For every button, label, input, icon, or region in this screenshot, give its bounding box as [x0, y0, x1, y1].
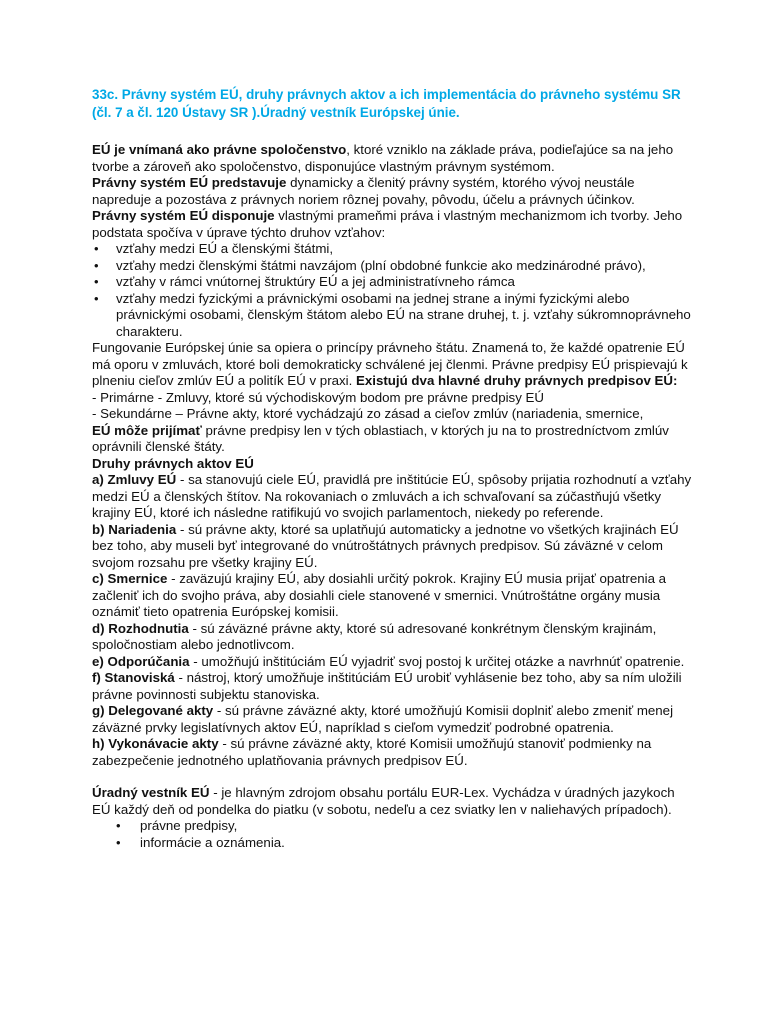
functioning-bold: Existujú dva hlavné druhy právnych predpisov EÚ: — [356, 373, 678, 388]
type-text: - sú právne záväzné akty, ktoré Komisii umožňujú stanoviť podmienky na zabezpečenie jednotného uplatňovania právnych predpisov EÚ. — [92, 736, 652, 768]
intro-2-lead: Právny systém EÚ predstavuje — [92, 175, 287, 190]
type-text: - sú záväzné právne akty, ktoré sú adresované konkrétnym členským krajinám, spoločnostiam alebo jednotlivcom. — [92, 620, 657, 652]
type-label: h) Vykonávacie akty — [92, 736, 219, 751]
journal-text: - je hlavným zdrojom obsahu portálu EUR-Lex. Vychádza v úradných jazykoch EÚ každý deň od pondelka do piatku (v sobotu, nedeľu a cez sviatky len v naliehavých prípadoch). — [92, 785, 675, 817]
intro-1-lead: EÚ je vnímaná ako právne spoločenstvo — [92, 142, 347, 157]
list-item: • vzťahy medzi fyzickými a právnickými osobami na jednej strane a inými fyzickými alebo právnickými osobami, členským štátom alebo EÚ na strane druhej, t. j. vzťahy súkromnoprávneho charakteru. — [92, 291, 692, 341]
intro-1-text: , ktoré vzniklo na základe práva, podieľajúce sa na jeho tvorbe a zároveň ako spoločenstvo, disponujúce vlastným právnym systémom. — [92, 142, 674, 174]
type-label: a) Zmluvy EÚ — [92, 472, 177, 487]
type-label: b) Nariadenia — [92, 521, 177, 537]
type-text: - nástroj, ktorý umožňuje inštitúciám EÚ urobiť vyhlásenie bez toho, aby sa ním uložili právne povinnosti subjektu stanoviska. — [92, 670, 682, 702]
type-text: - sa stanovujú ciele EÚ, pravidlá pre inštitúcie EÚ, spôsoby prijatia rozhodnutí a vzťahy medzi EÚ a členských štítov. Na rokovaniach o zmluvách a ich schvaľovaní sa zúčastňujú všetky krajiny EÚ, ktoré ich následne ratifikujú vo svojich parlamentoch, niekedy po referende. — [92, 472, 692, 520]
document-page — [92, 86, 692, 851]
functioning-paragraph — [92, 340, 692, 390]
type-item-h — [92, 736, 692, 769]
type-label: g) Delegované akty — [92, 703, 214, 718]
type-text: - sú právne akty, ktoré sa uplatňujú automaticky a jednotne vo všetkých krajinách EÚ bez toho, aby museli byť integrované do vnútroštátnych právnych predpisov. Sú záväzné v celom svojom rozsahu pre všetky krajiny EÚ. — [92, 521, 679, 570]
type-label: d) Rozhodnutia — [92, 620, 189, 636]
type-item-c — [92, 571, 692, 621]
document-body — [92, 142, 692, 851]
intro-paragraph-3 — [92, 208, 692, 241]
journal-paragraph — [92, 785, 692, 818]
list-item: • vzťahy medzi EÚ a členskými štátmi, — [92, 241, 692, 258]
list-item: • právne predpisy, — [92, 818, 692, 835]
type-item-b — [92, 522, 692, 572]
intro-3-lead: Právny systém EÚ disponuje — [92, 208, 275, 223]
type-item-a — [92, 472, 692, 522]
type-item-g — [92, 703, 692, 736]
type-label: c) Smernice — [92, 571, 168, 586]
primary-law-line: - Primárne - Zmluvy, ktoré sú východiskovým bodom pre právne predpisy EÚ — [92, 389, 545, 405]
type-label: f) Stanoviská — [92, 670, 175, 685]
page-title: 33c. Právny systém EÚ, druhy právnych aktov a ich implementácia do právneho systému SR (čl. 7 a čl. 120 Ústavy SR ).Úradný vestník Európskej únie. — [92, 87, 681, 120]
type-text: - sú právne záväzné akty, ktoré umožňujú Komisii doplniť alebo zmeniť menej záväzné prvky legislatívnych aktov EÚ, napríklad s cieľom vymedziť podrobné opatrenia. — [92, 703, 674, 735]
list-item: • vzťahy v rámci vnútornej štruktúry EÚ a jej administratívneho rámca — [92, 274, 692, 291]
intro-2-text: dynamicky a členitý právny systém, ktorého vývoj neustále napreduje a pozostáva z právnych noriem rôznej povahy, pôvodu, účelu a právnych účinkov. — [92, 175, 635, 207]
type-item-e — [92, 654, 692, 671]
intro-paragraph-1 — [92, 142, 692, 175]
types-heading: Druhy právnych aktov EÚ — [92, 455, 254, 471]
competence-lead: EÚ môže prijímať — [92, 422, 202, 438]
list-item: • vzťahy medzi členskými štátmi navzájom (plní obdobné funkcie ako medzinárodné právo), — [92, 258, 692, 275]
functioning-text: Fungovanie Európskej únie sa opiera o princípy právneho štátu. Znamená to, že každé opatrenie EÚ má oporu v zmluvách, ktoré boli demokraticky schválené jej členmi. Právne predpisy EÚ prispievajú k plneniu cieľov zmlúv EÚ a politík EÚ v praxi. — [92, 340, 688, 388]
paragraph-spacer — [92, 769, 692, 785]
intro-paragraph-2 — [92, 175, 692, 208]
journal-list — [92, 818, 692, 851]
type-text: - umožňujú inštitúciám EÚ vyjadriť svoj postoj k určitej otázke a navrhnúť opatrenie. — [189, 653, 685, 669]
competence-paragraph — [92, 423, 692, 456]
journal-lead: Úradný vestník EÚ — [92, 785, 210, 800]
type-label: e) Odporúčania — [92, 653, 190, 669]
list-item: • informácie a oznámenia. — [92, 835, 692, 852]
competence-text: právne predpisy len v tých oblastiach, v ktorých ju na to prostredníctvom zmlúv oprávnili členské štáty. — [92, 422, 669, 454]
secondary-law-line: - Sekundárne – Právne akty, ktoré vychádzajú zo zásad a cieľov zmlúv (nariadenia, smernice, — [92, 406, 644, 421]
type-item-d — [92, 621, 692, 654]
relations-list — [92, 241, 692, 340]
intro-3-text: vlastnými prameňmi práva i vlastným mechanizmom ich tvorby. Jeho podstata spočíva v úprave týchto druhov vzťahov: — [92, 208, 683, 240]
type-item-f — [92, 670, 692, 703]
type-text: - zaväzujú krajiny EÚ, aby dosiahli určitý pokrok. Krajiny EÚ musia prijať opatrenia a začleniť ich do svojho práva, aby dosiahli ciele stanovené v smernici. Vnútroštátne orgány musia oznámiť tieto opatrenia Európskej komisii. — [92, 571, 667, 619]
